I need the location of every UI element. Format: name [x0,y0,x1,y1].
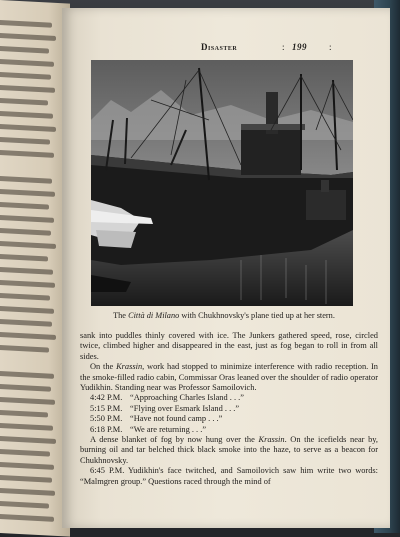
log-time: 4:42 P.M. [90,393,123,403]
caption-text: with Chukhnovsky's plane tied up at her stern. [179,311,335,320]
log-time: 6:18 P.M. [90,424,123,434]
log-message: “Approaching Charles Island . . .” [130,393,244,403]
log-entry [90,393,378,403]
caption-ship-name: Città di Milano [128,311,180,320]
header-separator: : [282,42,286,52]
ship-photo [91,60,353,306]
log-entry [90,425,378,435]
photo-caption: The Città di Milano with Chukhnovsky's plane tied up at her stern. [113,311,335,320]
ship-name: Krassin [116,362,143,372]
paragraph: sank into puddles thinly covered with ice. The Junkers gathered speed, rose, circled twice, climbed higher and disappeared in the east, just as fog began to roll in from all sides. [80,331,378,361]
log-entry [90,414,378,424]
facing-page [0,0,70,537]
chapter-title: Disaster [201,42,238,52]
paragraph: A dense blanket of fog by now hung over the Krassin. On the icefields near by, burning oil and tar belched thick black smoke into the haze, to serve as a beacon for Chukhnovsky. [80,435,379,465]
paragraph: 6:45 P.M. Yudikhin's face twitched, and Samoilovich saw him write two words: “Malmgren group.” Questions raced through the mind of [80,466,378,486]
body-text [80,331,378,487]
page-number: 199 [292,42,307,52]
paragraph: On the Krassin, work had stopped to minimize interference with radio reception. In the smoke-filled radio cabin, Commissar Oras leaned over the shoulder of radio operator Yudikhin. Standing near was Professor Samoilovich. [80,362,378,393]
log-entry [90,404,378,414]
log-time: 5:50 P.M. [90,414,123,424]
log-message: “Flying over Esmark Island . . .” [130,403,240,413]
book-page [62,8,390,528]
log-message: “Have not found camp . . .” [130,414,223,424]
header-separator: : [329,42,333,52]
radio-log [80,393,378,435]
log-message: “We are returning . . .” [130,424,207,434]
running-header [201,42,381,56]
log-time: 5:15 P.M. [90,403,123,413]
ship-name: Krassin [258,435,285,445]
